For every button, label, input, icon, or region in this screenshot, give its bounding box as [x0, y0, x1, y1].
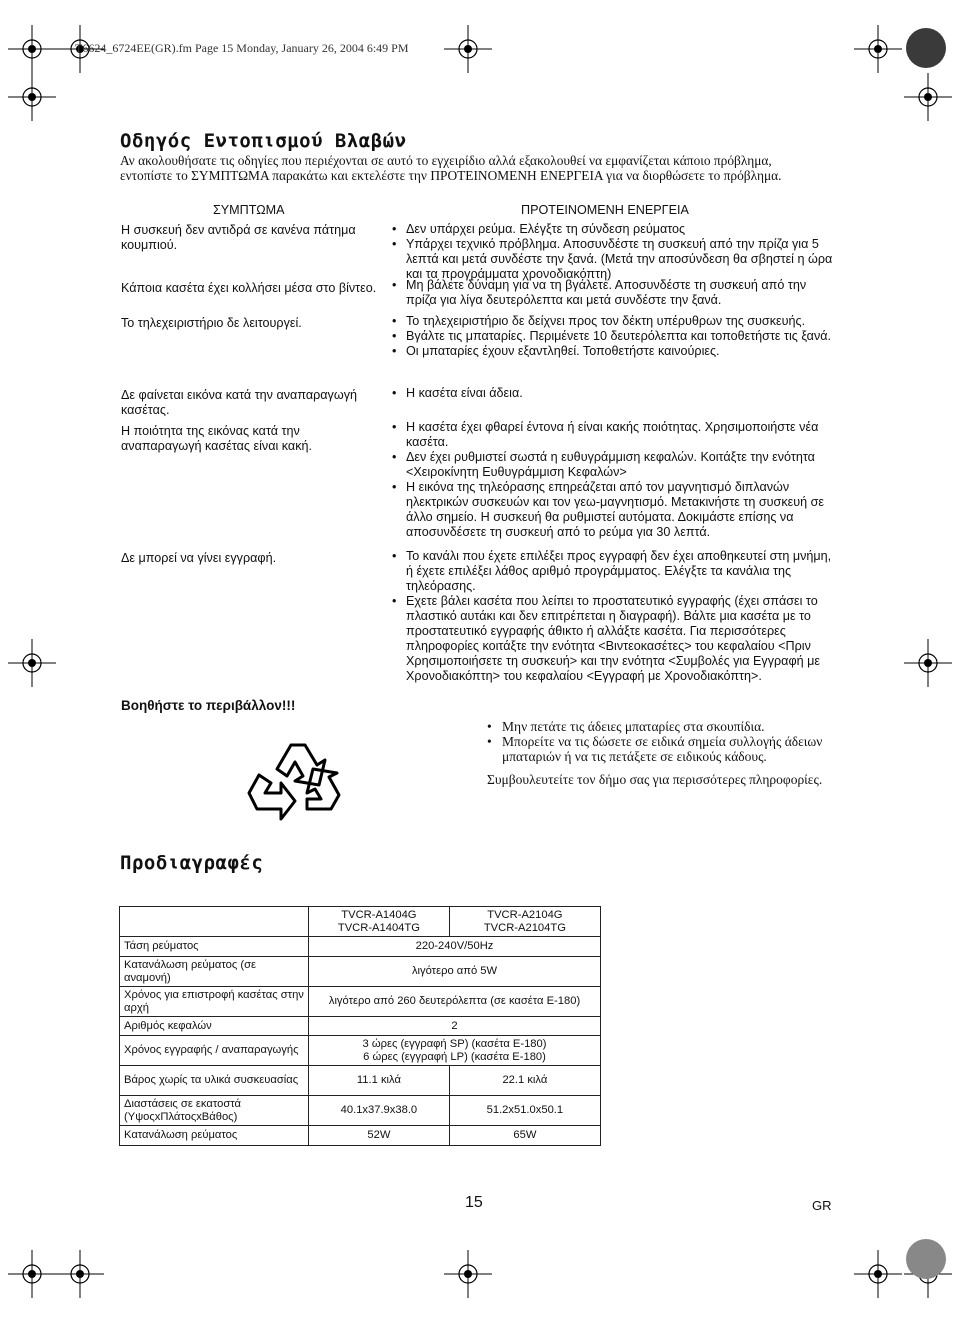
remedy-list [392, 386, 837, 401]
environment-note [487, 719, 857, 787]
symptom-text: Η ποιότητα της εικόνας κατά την αναπαραγωγή κασέτας είναι κακή. [121, 424, 312, 453]
spec-value-b: 22.1 κιλά [449, 1066, 600, 1096]
table-row [120, 937, 601, 957]
spec-value: λιγότερο από 5W [309, 957, 601, 987]
registration-mark-icon [850, 21, 906, 77]
table-row [120, 1036, 601, 1066]
remedy-item: • Δεν υπάρχει ρεύμα. Ελέγξτε τη σύνδεση ρεύματος [392, 222, 837, 237]
spec-value-a: 40.1x37.9x38.0 [309, 1096, 450, 1126]
remedy-item: • Οι μπαταρίες έχουν εξαντληθεί. Τοποθετήστε καινούριες. [392, 344, 837, 359]
file-header: T6624_6724EE(GR).fm Page 15 Monday, January 26, 2004 6:49 PM [75, 41, 409, 55]
environment-advice: Συμβουλευτείτε τον δήμο σας για περισσότερες πληροφορίες. [487, 772, 823, 787]
remedy-item: • Η κασέτα έχει φθαρεί έντονα ή είναι κακής ποιότητας. Χρησιμοποιήστε νέα κασέτα. [392, 420, 837, 450]
spec-value: λιγότερο από 260 δευτερόλεπτα (σε κασέτα E-180) [309, 987, 601, 1017]
registration-mark-icon [440, 21, 496, 77]
remedy-list [392, 314, 837, 359]
remedy-item: • Το τηλεχειριστήριο δε δείχνει προς τον δέκτη υπέρυθρων της συσκευής. [392, 314, 837, 329]
remedy-item: • Το κανάλι που έχετε επιλέξει προς εγγραφή δεν έχει αποθηκευτεί στη μνήμη, ή έχετε επιλέξει λάθος αριθμό προγράμματος. Ελέγξτε τα κανάλια της τηλεόρασης. [392, 549, 837, 594]
remedy-item: • Υπάρχει τεχνικό πρόβλημα. Αποσυνδέστε τη συσκευή από την πρίζα για 5 λεπτά και μετά συνδέστε την ξανά. (Μετά την αποσύνδεση θα σβηστεί η ώρα και τα προγράμματα χρονοδιακόπτη) [392, 237, 837, 282]
environment-heading: Βοηθήστε το περιβάλλον!!! [121, 698, 296, 713]
table-row [120, 987, 601, 1017]
symptom-text: Δε φαίνεται εικόνα κατά την αναπαραγωγή κασέτας. [121, 388, 357, 417]
symptom-text: Η συσκευή δεν αντιδρά σε κανένα πάτημα κουμπιού. [121, 223, 356, 252]
spec-value-a: 52W [309, 1126, 450, 1146]
intro-line: Αν ακολουθήσατε τις οδηγίες που περιέχονται σε αυτό το εγχειρίδιο αλλά εξακολουθεί να εμφανίζεται κάποιο πρόβλημα, [120, 153, 772, 168]
spec-label: Κατανάλωση ρεύματος [120, 1126, 309, 1146]
specifications-title: Προδιαγραφές [120, 852, 264, 874]
remedy-list [392, 420, 837, 540]
language-code: GR [812, 1198, 832, 1213]
remedy-list [392, 278, 837, 308]
registration-mark-icon [440, 1246, 496, 1302]
table-cell [120, 907, 309, 937]
spec-value-a: 11.1 κιλά [309, 1066, 450, 1096]
spec-label: Κατανάλωση ρεύματος (σε αναμονή) [120, 957, 309, 987]
spec-label: Χρόνος εγγραφής / αναπαραγωγής [120, 1036, 309, 1066]
recycle-icon [233, 729, 357, 833]
remedy-item: • Βγάλτε τις μπαταρίες. Περιμένετε 10 δευτερόλεπτα και τοποθετήστε τις ξανά. [392, 329, 837, 344]
remedy-item: • Μη βάλετε δύναμη για να τη βγάλετε. Αποσυνδέστε τη συσκευή από την πρίζα για λίγα δευτερόλεπτα και μετά συνδέστε την ξανά. [392, 278, 837, 308]
environment-bullet: • Μην πετάτε τις άδειες μπαταρίες στα σκουπίδια. [487, 719, 857, 734]
color-swatch-circle [906, 28, 946, 68]
symptom-text: Το τηλεχειριστήριο δε λειτουργεί. [121, 316, 302, 330]
model-a-header: TVCR-A1404G TVCR-A1404TG [309, 907, 450, 937]
spec-label: Χρόνος για επιστροφή κασέτας στην αρχή [120, 987, 309, 1017]
registration-mark-icon [4, 635, 60, 691]
remedy-item: • Εχετε βάλει κασέτα που λείπει το προστατευτικό εγγραφής (έχει σπάσει το πλαστικό αυτάκι και δεν επιτρέπεται η διαγραφή). Βάλτε μια κασέτα με το προστατευτικό εγγραφής άθικτο ή αλλάξτε κασέτα. Για περισσότερες πληροφορίες κοιτάξτε την ενότητα <Βιντεοκασέτες> του κεφαλαίου <Πριν Χρησιμοποιήσετε τη συσκευή> και την ενότητα <Συμβολές για Εγγραφή με Χρονοδιακόπτη> του κεφαλαίου <Εγγραφή με Χρονοδιακόπτη>. [392, 594, 837, 684]
spec-label: Αριθμός κεφαλών [120, 1017, 309, 1036]
column-header-remedy: ΠΡΟΤΕΙΝΟΜΕΝΗ ΕΝΕΡΓΕΙΑ [521, 203, 689, 217]
spec-value: 2 [309, 1017, 601, 1036]
troubleshooting-title: Οδηγός Εντοπισμού Βλαβών [120, 130, 407, 152]
spec-label: Βάρος χωρίς τα υλικά συσκευασίας [120, 1066, 309, 1096]
registration-mark-icon [4, 69, 60, 125]
symptom-text: Κάποια κασέτα έχει κολλήσει μέσα στο βίντεο. [121, 281, 377, 295]
table-row [120, 1017, 601, 1036]
intro-line: εντοπίστε το ΣΥΜΠΤΩΜΑ παρακάτω και εκτελέστε την ΠΡΟΤΕΙΝΟΜΕΝΗ ΕΝΕΡΓΕΙΑ για να διορθώσετε το πρόβλημα. [120, 168, 782, 183]
spec-value-b: 65W [449, 1126, 600, 1146]
spec-value-b: 51.2x51.0x50.1 [449, 1096, 600, 1126]
column-header-symptom: ΣΥΜΠΤΩΜΑ [213, 203, 285, 217]
remedy-list [392, 222, 837, 282]
spec-value: 3 ώρες (εγγραφή SP) (κασέτα E-180) 6 ώρες (εγγραφή LP) (κασέτα E-180) [309, 1036, 601, 1066]
page-number: 15 [465, 1194, 483, 1211]
spec-label: Τάση ρεύματος [120, 937, 309, 957]
table-row [120, 907, 601, 937]
table-row [120, 1066, 601, 1096]
environment-bullet: • Μπορείτε να τις δώσετε σε ειδικά σημεία συλλογής άδειων μπαταριών ή να τις πετάξετε σε ειδικούς κάδους. [487, 734, 857, 764]
color-swatch-circle [906, 1239, 946, 1279]
table-row [120, 957, 601, 987]
table-row [120, 1126, 601, 1146]
registration-mark-icon [900, 635, 956, 691]
table-row [120, 1096, 601, 1126]
registration-mark-icon [850, 1246, 906, 1302]
registration-mark-icon [52, 1246, 108, 1302]
specifications-table [119, 906, 601, 1146]
remedy-item: • Δεν έχει ρυθμιστεί σωστά η ευθυγράμμιση κεφαλών. Κοιτάξτε την ενότητα <Χειροκίνητη Ευθυγράμμιση Κεφαλών> [392, 450, 837, 480]
spec-value: 220-240V/50Hz [309, 937, 601, 957]
symptom-text: Δε μπορεί να γίνει εγγραφή. [121, 551, 277, 565]
model-b-header: TVCR-A2104G TVCR-A2104TG [449, 907, 600, 937]
remedy-item: • Η κασέτα είναι άδεια. [392, 386, 837, 401]
remedy-item: • Η εικόνα της τηλεόρασης επηρεάζεται από τον μαγνητισμό διπλανών ηλεκτρικών συσκευών και τον γεω-μαγνητισμό. Μετακινήστε τη συσκευή σε άλλο σημείο. Η συσκευή θα ρυθμιστεί αυτόματα. Δοκιμάστε επίσης να αποσυνδέσετε τη συσκευή από το ρεύμα για 30 λεπτά. [392, 480, 837, 540]
troubleshooting-intro [120, 153, 840, 183]
registration-mark-icon [900, 69, 956, 125]
spec-label: Διαστάσεις σε εκατοστά (ΥψοςxΠλάτοςxΒάθος) [120, 1096, 309, 1126]
remedy-list [392, 549, 837, 684]
